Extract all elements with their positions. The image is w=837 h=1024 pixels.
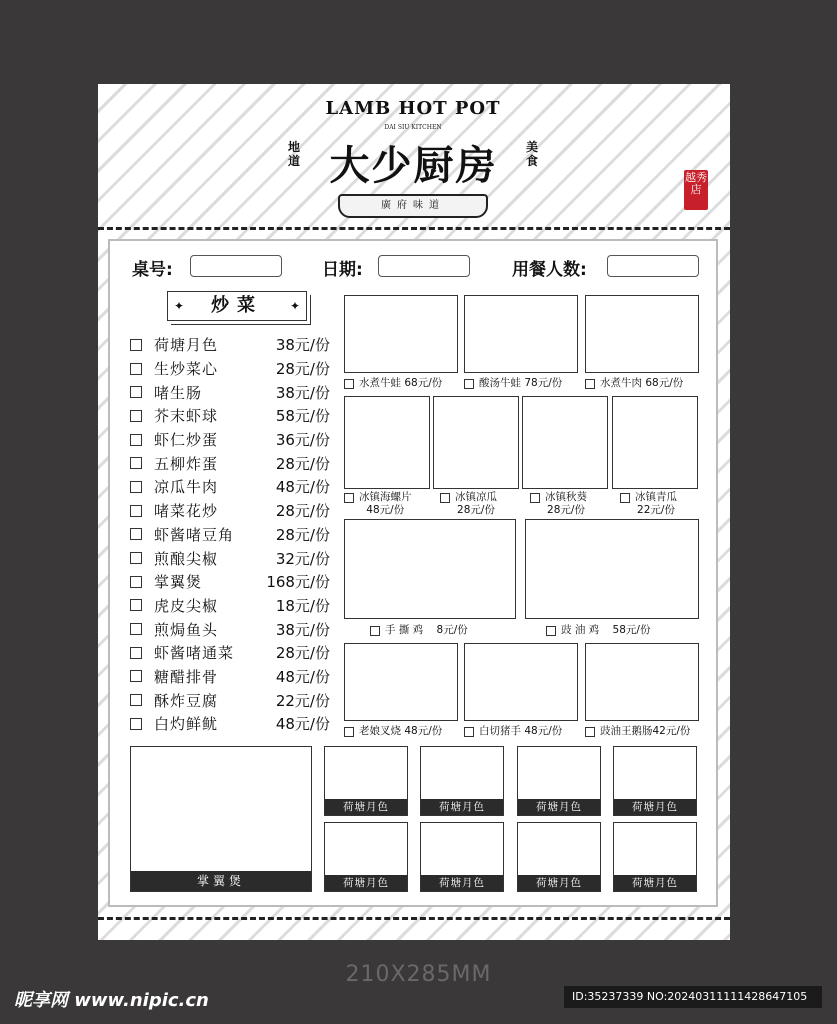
dish-label: 老娘叉烧 48元/份 xyxy=(359,725,443,737)
dish-label: 水煮牛蛙 68元/份 xyxy=(359,377,443,389)
dish-photo xyxy=(344,643,458,721)
brand-ribbon: 廣府味道 xyxy=(338,194,488,218)
dish-caption xyxy=(585,377,683,390)
dish-label: 水煮牛肉 68元/份 xyxy=(600,377,684,389)
dish-checkbox[interactable] xyxy=(546,626,556,636)
dish-label: 冰镇凉瓜 xyxy=(455,491,497,503)
dish-photo xyxy=(612,396,698,489)
dish-checkbox[interactable] xyxy=(370,626,380,636)
category-title-text: 炒菜 xyxy=(211,295,263,316)
menu-item xyxy=(130,475,330,499)
dish-checkbox[interactable] xyxy=(620,493,630,503)
thumbnail xyxy=(613,746,697,816)
dish-caption xyxy=(370,624,468,637)
menu-item-name: 生炒菜心 xyxy=(154,360,219,379)
menu-item-name: 凉瓜牛肉 xyxy=(154,478,219,497)
dish-checkbox[interactable] xyxy=(464,727,474,737)
dish-photo xyxy=(344,396,430,489)
size-label: 210X285MM xyxy=(345,962,492,987)
brand-left-tag: 地道 xyxy=(287,140,300,168)
dish-price: 58元/份 xyxy=(612,624,651,636)
dish-photo xyxy=(433,396,519,489)
dish-caption xyxy=(464,377,562,390)
dish-photo xyxy=(522,396,608,489)
menu-item xyxy=(130,357,330,381)
menu-item-name: 啫菜花炒 xyxy=(154,502,219,521)
feature-thumbnail xyxy=(130,746,312,892)
menu-item xyxy=(130,523,330,547)
menu-item-price: 48元/份 xyxy=(275,715,330,734)
order-panel xyxy=(108,239,718,907)
dish-photo xyxy=(344,295,458,373)
menu-item-name: 芥末虾球 xyxy=(154,407,219,426)
menu-checkbox[interactable] xyxy=(130,386,142,398)
diners-field[interactable] xyxy=(607,255,699,277)
dish-caption xyxy=(344,377,442,390)
menu-item-name: 酥炸豆腐 xyxy=(154,691,219,710)
menu-item xyxy=(130,641,330,665)
menu-item-price: 18元/份 xyxy=(275,596,330,615)
brand-logo: 大少厨房 xyxy=(329,142,498,189)
thumbnail-label: 荷塘月色 xyxy=(421,799,503,815)
bottom-divider xyxy=(98,917,730,920)
dish-photo xyxy=(344,519,516,619)
date-field[interactable] xyxy=(378,255,470,277)
watermark-logo: 昵享网 www.nipic.cn xyxy=(14,990,209,1011)
thumbnail-label: 荷塘月色 xyxy=(325,875,407,891)
dish-price: 48元/份 xyxy=(366,504,405,516)
thumbnail-label: 荷塘月色 xyxy=(421,875,503,891)
dish-caption xyxy=(344,491,412,517)
dish-label: 豉 油 鸡 xyxy=(561,624,600,636)
dish-checkbox[interactable] xyxy=(344,379,354,389)
thumbnail-label: 掌翼煲 xyxy=(131,871,311,891)
thumbnail-label: 荷塘月色 xyxy=(614,799,696,815)
thumbnail-label: 荷塘月色 xyxy=(518,875,600,891)
menu-checkbox[interactable] xyxy=(130,623,142,635)
thumbnail-label: 荷塘月色 xyxy=(614,875,696,891)
menu-item xyxy=(130,546,330,570)
menu-checkbox[interactable] xyxy=(130,694,142,706)
menu-item-price: 168元/份 xyxy=(266,573,330,592)
dish-checkbox[interactable] xyxy=(344,493,354,503)
menu-item-price: 38元/份 xyxy=(275,383,330,402)
menu-item-price: 48元/份 xyxy=(275,667,330,686)
dish-checkbox[interactable] xyxy=(585,727,595,737)
menu-item-price: 38元/份 xyxy=(275,620,330,639)
diners-label: 用餐人数: xyxy=(512,260,587,280)
dish-caption xyxy=(464,725,562,738)
menu-item-name: 煎焗鱼头 xyxy=(154,620,219,639)
menu-item-name: 啫生肠 xyxy=(154,383,203,402)
dish-label: 酸汤牛蛙 78元/份 xyxy=(479,377,563,389)
dish-photo xyxy=(464,295,578,373)
thumbnail xyxy=(324,746,408,816)
menu-checkbox[interactable] xyxy=(130,576,142,588)
menu-item-name: 荷塘月色 xyxy=(154,336,219,355)
dish-label: 冰镇秋葵 xyxy=(545,491,587,503)
dish-checkbox[interactable] xyxy=(440,493,450,503)
table-number-label: 桌号: xyxy=(132,260,173,280)
dish-caption xyxy=(620,491,677,517)
dish-caption xyxy=(530,491,587,517)
menu-checkbox[interactable] xyxy=(130,552,142,564)
date-label: 日期: xyxy=(322,260,363,280)
menu-item-price: 48元/份 xyxy=(275,478,330,497)
thumbnail xyxy=(517,746,601,816)
thumbnail xyxy=(613,822,697,892)
menu-item-price: 28元/份 xyxy=(275,454,330,473)
dish-caption xyxy=(344,725,442,738)
menu-item-price: 58元/份 xyxy=(275,407,330,426)
menu-checkbox[interactable] xyxy=(130,599,142,611)
dish-caption xyxy=(585,725,690,738)
menu-item xyxy=(130,499,330,523)
menu-item-price: 32元/份 xyxy=(275,549,330,568)
menu-item xyxy=(130,688,330,712)
menu-item-name: 虾酱啫豆角 xyxy=(154,525,235,544)
menu-item-name: 五柳炸蛋 xyxy=(154,454,219,473)
menu-checkbox[interactable] xyxy=(130,457,142,469)
menu-item xyxy=(130,404,330,428)
thumbnail xyxy=(420,822,504,892)
dish-price: 28元/份 xyxy=(547,504,585,516)
menu-item-price: 28元/份 xyxy=(275,502,330,521)
thumbnail xyxy=(517,822,601,892)
menu-item-price: 22元/份 xyxy=(275,691,330,710)
menu-sheet xyxy=(98,84,730,940)
menu-item xyxy=(130,428,330,452)
menu-item-name: 白灼鲜鱿 xyxy=(154,715,219,734)
menu-item xyxy=(130,617,330,641)
dish-checkbox[interactable] xyxy=(464,379,474,389)
dish-checkbox[interactable] xyxy=(530,493,540,503)
menu-item-price: 28元/份 xyxy=(275,525,330,544)
table-number-field[interactable] xyxy=(190,255,282,277)
watermark-id: ID:35237339 NO:20240311111428647105 xyxy=(564,986,822,1008)
dish-photo xyxy=(585,295,699,373)
dish-caption xyxy=(440,491,497,517)
menu-checkbox[interactable] xyxy=(130,363,142,375)
menu-item-name: 虾仁炒蛋 xyxy=(154,431,219,450)
dish-photo xyxy=(525,519,699,619)
menu-checkbox[interactable] xyxy=(130,718,142,730)
dish-caption xyxy=(546,624,650,637)
category-title xyxy=(167,291,307,321)
dish-price: 8元/份 xyxy=(436,624,468,636)
brand-english: LAMB HOT POT xyxy=(325,98,501,119)
menu-checkbox[interactable] xyxy=(130,647,142,659)
star-icon: ✦ xyxy=(289,299,300,313)
star-icon: ✦ xyxy=(174,299,185,313)
menu-checkbox[interactable] xyxy=(130,410,142,422)
menu-item-name: 虎皮尖椒 xyxy=(154,596,219,615)
menu-checkbox[interactable] xyxy=(130,528,142,540)
menu-checkbox[interactable] xyxy=(130,481,142,493)
menu-item-name: 掌翼煲 xyxy=(154,573,203,592)
menu-item xyxy=(130,333,330,357)
menu-item-price: 36元/份 xyxy=(275,431,330,450)
menu-item xyxy=(130,570,330,594)
thumbnail-label: 荷塘月色 xyxy=(325,799,407,815)
menu-item xyxy=(130,451,330,475)
menu-checkbox[interactable] xyxy=(130,505,142,517)
dish-photo xyxy=(464,643,578,721)
dish-label: 冰镇海螺片 xyxy=(359,491,412,503)
thumbnail-label: 荷塘月色 xyxy=(518,799,600,815)
menu-item-name: 虾酱啫通菜 xyxy=(154,644,235,663)
brand-right-tag: 美食 xyxy=(525,140,538,168)
dish-label: 豉油王鹅肠42元/份 xyxy=(600,725,691,737)
menu-item xyxy=(130,712,330,736)
dish-label: 手 撕 鸡 xyxy=(385,624,424,636)
menu-checkbox[interactable] xyxy=(130,339,142,351)
menu-item-name: 糖醋排骨 xyxy=(154,667,219,686)
dish-label: 白切猪手 48元/份 xyxy=(479,725,563,737)
brand-subtitle: DAI SIU KITCHEN xyxy=(384,124,442,131)
dish-price: 28元/份 xyxy=(457,504,495,516)
dish-checkbox[interactable] xyxy=(585,379,595,389)
menu-checkbox[interactable] xyxy=(130,434,142,446)
dish-checkbox[interactable] xyxy=(344,727,354,737)
menu-item-price: 28元/份 xyxy=(275,644,330,663)
menu-item-price: 28元/份 xyxy=(275,360,330,379)
menu-item xyxy=(130,380,330,404)
dish-photo xyxy=(585,643,699,721)
dish-label: 冰镇青瓜 xyxy=(635,491,677,503)
thumbnail xyxy=(420,746,504,816)
menu-item-name: 煎酿尖椒 xyxy=(154,549,219,568)
dish-price: 22元/份 xyxy=(637,504,675,516)
menu-checkbox[interactable] xyxy=(130,670,142,682)
menu-item-price: 38元/份 xyxy=(275,336,330,355)
menu-list xyxy=(130,333,330,736)
store-seal: 越秀店 xyxy=(684,170,708,210)
menu-item xyxy=(130,665,330,689)
top-divider xyxy=(98,227,730,230)
thumbnail xyxy=(324,822,408,892)
menu-item xyxy=(130,594,330,618)
